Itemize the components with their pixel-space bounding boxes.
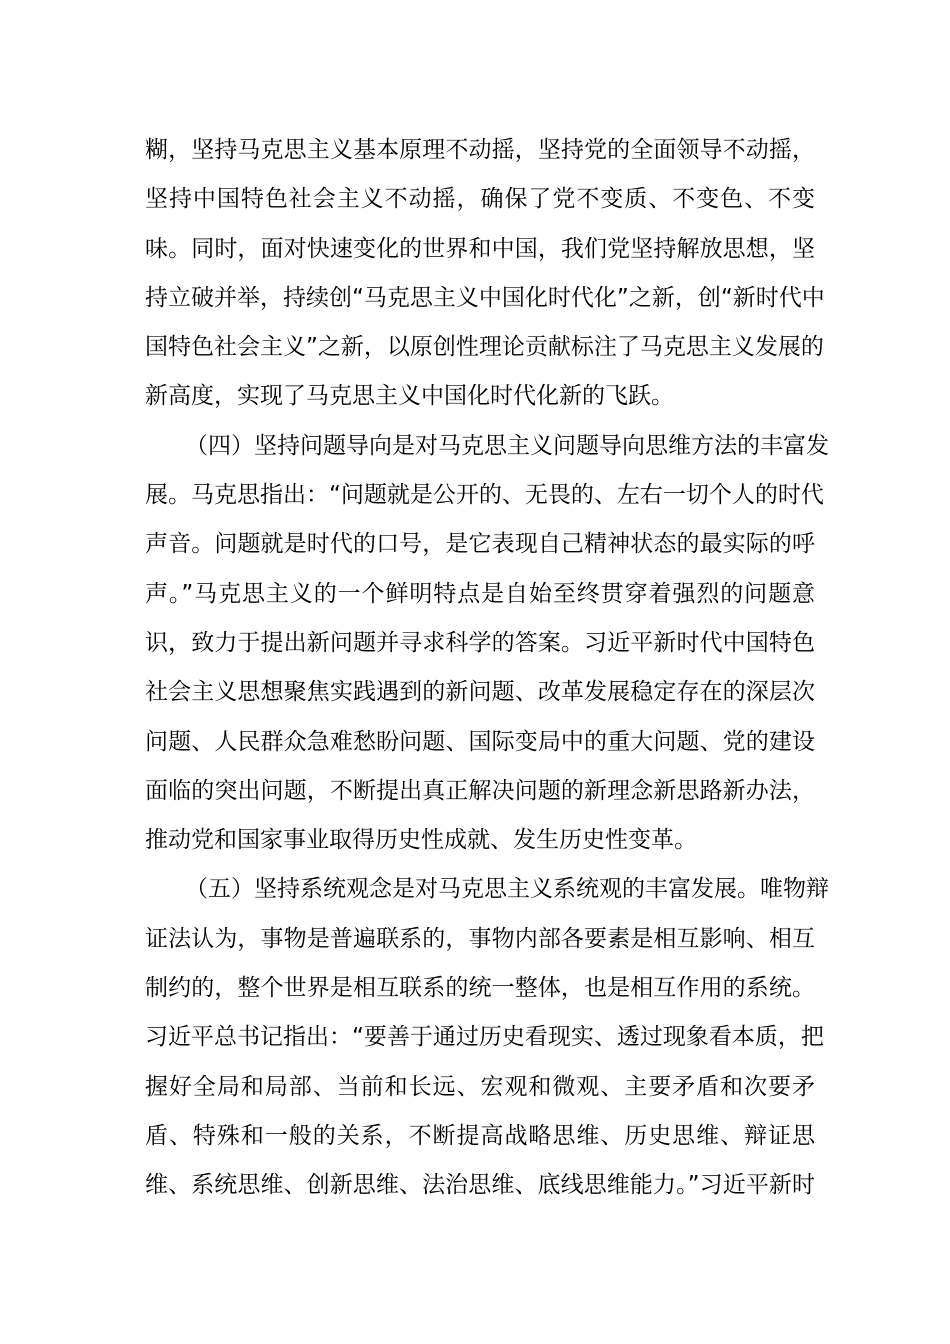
text-line: 盾、特殊和一般的关系，不断提高战略思维、历史思维、辩证思	[145, 1122, 815, 1149]
text-line: 新高度，实现了马克思主义中国化时代化新的飞跃。	[145, 383, 674, 410]
text-line: 持立破并举，持续创“马克思主义中国化时代化”之新，创“新时代中	[145, 284, 825, 311]
text-line: 国特色社会主义”之新，以原创性理论贡献标注了马克思主义发展的	[145, 334, 824, 361]
text-line: 证法认为，事物是普遍联系的，事物内部各要素是相互影响、相互	[145, 925, 815, 952]
text-line: 握好全局和局部、当前和长远、宏观和微观、主要矛盾和次要矛	[145, 1073, 815, 1100]
text-line: 糊，坚持马克思主义基本原理不动摇，坚持党的全面领导不动摇，	[145, 137, 815, 163]
text-line: 声。”马克思主义的一个鲜明特点是自始至终贯穿着强烈的问题意	[145, 580, 815, 607]
body-text	[145, 126, 829, 1211]
text-line: 维、系统思维、创新思维、法治思维、底线思维能力。”习近平新时	[145, 1172, 815, 1199]
text-line: 问题、人民群众急难愁盼问题、国际变局中的重大问题、党的建设	[145, 728, 815, 755]
text-line: 推动党和国家事业取得历史性成就、发生历史性变革。	[145, 827, 697, 854]
text-line: 面临的突出问题，不断提出真正解决问题的新理念新思路新办法，	[145, 777, 815, 804]
text-line: 习近平总书记指出：“要善于通过历史看现实、透过现象看本质，把	[145, 1024, 824, 1051]
section-heading-line: （五）坚持系统观念是对马克思主义系统观的丰富发展。唯物辩	[185, 876, 829, 903]
text-line: 展。马克思指出：“问题就是公开的、无畏的、左右一切个人的时代	[145, 482, 824, 509]
text-line: 坚持中国特色社会主义不动摇，确保了党不变质、不变色、不变	[145, 186, 815, 213]
text-line: 味。同时，面对快速变化的世界和中国，我们党坚持解放思想，坚	[145, 235, 815, 262]
section-heading-line: （四）坚持问题导向是对马克思主义问题导向思维方法的丰富发	[185, 432, 829, 459]
text-line: 社会主义思想聚焦实践遇到的新问题、改革发展稳定存在的深层次	[145, 679, 815, 706]
text-line: 识，致力于提出新问题并寻求科学的答案。习近平新时代中国特色	[145, 629, 815, 656]
text-line: 制约的，整个世界是相互联系的统一整体，也是相互作用的系统。	[145, 975, 815, 1002]
text-line: 声音。问题就是时代的口号，是它表现自己精神状态的最实际的呼	[145, 531, 815, 558]
